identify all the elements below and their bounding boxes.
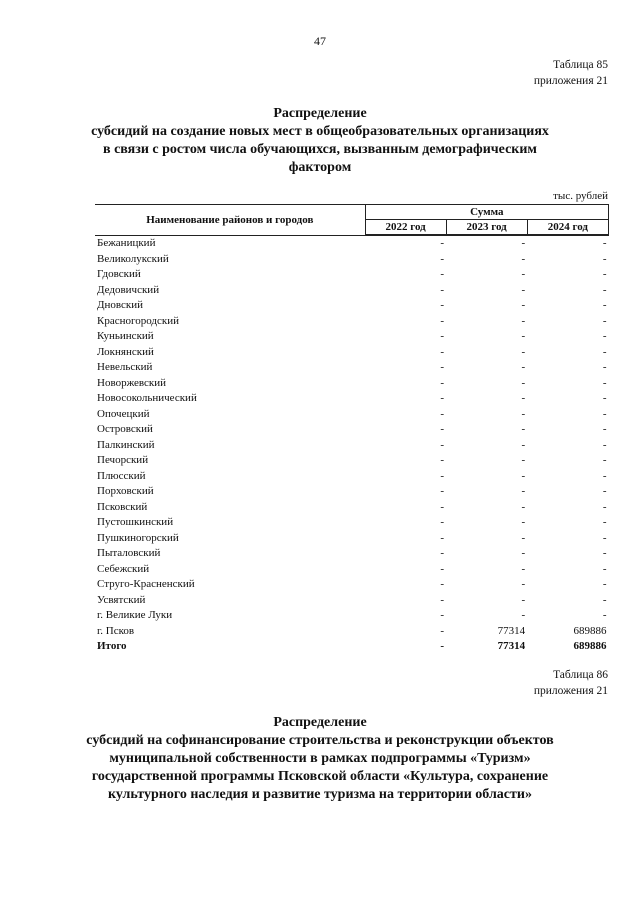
value-2022: - <box>440 237 445 250</box>
column-header-2022: 2022 год <box>365 220 446 236</box>
value-2023: - <box>521 562 526 575</box>
total-2022: - <box>440 640 445 653</box>
value-2024: - <box>602 547 607 560</box>
unit-label: тыс. рублей <box>553 190 608 202</box>
value-2024: - <box>602 330 607 343</box>
value-2022: - <box>440 547 445 560</box>
district-name: г. Псков <box>97 624 135 637</box>
appendix-reference: приложения 21 <box>533 75 608 87</box>
value-2023: - <box>521 252 526 265</box>
table-row <box>95 376 609 392</box>
value-2022: - <box>440 500 445 513</box>
district-name: Порховский <box>97 485 154 498</box>
value-2022: - <box>440 624 445 637</box>
table-row <box>95 314 609 330</box>
value-2024: - <box>602 299 607 312</box>
value-2024: - <box>602 361 607 374</box>
district-name: Новоржевский <box>97 376 167 389</box>
table-row <box>95 235 609 252</box>
table-row <box>95 469 609 485</box>
value-2024: - <box>602 500 607 513</box>
district-name: Островский <box>97 423 153 436</box>
district-name: Дновский <box>97 299 144 312</box>
district-name: Опочецкий <box>97 407 150 420</box>
value-2022: - <box>440 609 445 622</box>
value-2024: - <box>602 531 607 544</box>
value-2022: - <box>440 345 445 358</box>
value-2024: - <box>602 252 607 265</box>
value-2023: - <box>521 500 526 513</box>
value-2022: - <box>440 562 445 575</box>
district-name: Плюсский <box>97 469 146 482</box>
district-name: Невельский <box>97 361 153 374</box>
title-line: субсидий на софинансирование строительства и реконструкции объектов <box>86 733 554 748</box>
value-2022: - <box>440 314 445 327</box>
table-row <box>95 577 609 593</box>
value-2022: - <box>440 376 445 389</box>
value-2022: - <box>440 361 445 374</box>
table-row <box>95 422 609 438</box>
table-row <box>95 608 609 624</box>
district-name: Великолукский <box>97 252 169 265</box>
value-2023: - <box>521 454 526 467</box>
page-number: 47 <box>314 34 326 48</box>
district-name: Струго-Красненский <box>97 578 195 591</box>
value-2023: - <box>521 593 526 606</box>
total-2024: 689886 <box>573 640 607 653</box>
district-name: Палкинский <box>97 438 155 451</box>
subsidy-distribution-table <box>95 204 609 655</box>
value-2023: - <box>521 469 526 482</box>
value-2022: - <box>440 593 445 606</box>
value-2022: - <box>440 283 445 296</box>
district-name: Красногородский <box>97 314 180 327</box>
appendix-reference: приложения 21 <box>533 685 608 697</box>
table-row <box>95 407 609 423</box>
column-header-2023: 2023 год <box>446 220 527 236</box>
table-number: Таблица 86 <box>553 669 608 681</box>
value-2024: - <box>602 283 607 296</box>
district-name: Печорский <box>97 454 149 467</box>
value-2024: - <box>602 578 607 591</box>
table-row <box>95 484 609 500</box>
district-name: Усвятский <box>97 593 146 606</box>
value-2023: - <box>521 268 526 281</box>
value-2024: - <box>602 423 607 436</box>
value-2023: - <box>521 345 526 358</box>
value-2022: - <box>440 485 445 498</box>
title-line: в связи с ростом числа обучающихся, вызванным демографическим <box>103 142 537 157</box>
value-2023: - <box>521 314 526 327</box>
district-name: г. Великие Луки <box>97 609 173 622</box>
table-row <box>95 438 609 454</box>
column-header-2024: 2024 год <box>527 220 608 236</box>
table-row <box>95 515 609 531</box>
value-2024: - <box>602 345 607 358</box>
value-2023: - <box>521 609 526 622</box>
table-row <box>95 267 609 283</box>
district-name: Куньинский <box>97 330 154 343</box>
value-2022: - <box>440 407 445 420</box>
table-row <box>95 531 609 547</box>
title-line: культурного наследия и развитие туризма на территории области» <box>108 787 532 802</box>
district-name: Гдовский <box>97 268 141 281</box>
value-2024: - <box>602 438 607 451</box>
value-2023: - <box>521 516 526 529</box>
district-name: Пушкиногорский <box>97 531 179 544</box>
value-2023: - <box>521 438 526 451</box>
value-2023: - <box>521 485 526 498</box>
value-2022: - <box>440 454 445 467</box>
table-86-title <box>60 714 580 804</box>
district-name: Новосокольнический <box>97 392 197 405</box>
value-2022: - <box>440 330 445 343</box>
total-2023: 77314 <box>497 640 526 653</box>
value-2024: - <box>602 454 607 467</box>
table-row <box>95 298 609 314</box>
district-name: Себежский <box>97 562 150 575</box>
table-row <box>95 546 609 562</box>
value-2024: - <box>602 268 607 281</box>
value-2023: - <box>521 531 526 544</box>
table-row <box>95 562 609 578</box>
value-2023: - <box>521 330 526 343</box>
total-row <box>95 639 609 655</box>
value-2024: - <box>602 593 607 606</box>
table-row <box>95 345 609 361</box>
value-2022: - <box>440 531 445 544</box>
table-row <box>95 252 609 268</box>
value-2024: - <box>602 469 607 482</box>
value-2022: - <box>440 392 445 405</box>
value-2024: - <box>602 314 607 327</box>
value-2023: - <box>521 299 526 312</box>
value-2023: 77314 <box>497 624 526 637</box>
value-2022: - <box>440 252 445 265</box>
column-header-name: Наименование районов и городов <box>95 205 365 236</box>
value-2024: 689886 <box>573 624 607 637</box>
value-2023: - <box>521 578 526 591</box>
table-number: Таблица 85 <box>553 59 608 71</box>
district-name: Дедовичский <box>97 283 160 296</box>
table-row <box>95 391 609 407</box>
value-2023: - <box>521 237 526 250</box>
value-2024: - <box>602 392 607 405</box>
value-2022: - <box>440 268 445 281</box>
value-2022: - <box>440 516 445 529</box>
column-header-sum: Сумма <box>365 205 608 220</box>
value-2024: - <box>602 485 607 498</box>
value-2022: - <box>440 423 445 436</box>
value-2022: - <box>440 469 445 482</box>
value-2023: - <box>521 423 526 436</box>
district-name: Пустошкинский <box>97 516 174 529</box>
value-2022: - <box>440 299 445 312</box>
value-2024: - <box>602 237 607 250</box>
value-2023: - <box>521 283 526 296</box>
title-line: муниципальной собственности в рамках подпрограммы «Туризм» <box>109 751 531 766</box>
value-2023: - <box>521 547 526 560</box>
table-row <box>95 360 609 376</box>
value-2024: - <box>602 562 607 575</box>
value-2023: - <box>521 376 526 389</box>
table-86-reference <box>534 667 608 699</box>
table-row <box>95 453 609 469</box>
value-2024: - <box>602 407 607 420</box>
title-line: субсидий на создание новых мест в общеобразовательных организациях <box>91 124 549 139</box>
value-2022: - <box>440 578 445 591</box>
table-row <box>95 283 609 299</box>
value-2024: - <box>602 376 607 389</box>
table-body <box>95 235 609 655</box>
value-2022: - <box>440 438 445 451</box>
table-85-title <box>60 105 580 177</box>
table-row <box>95 500 609 516</box>
title-line: Распределение <box>273 715 367 730</box>
table-row <box>95 624 609 640</box>
value-2023: - <box>521 392 526 405</box>
title-line: Распределение <box>273 106 367 121</box>
value-2024: - <box>602 609 607 622</box>
district-name: Пыталовский <box>97 547 161 560</box>
table-85-reference <box>534 57 608 89</box>
title-line: фактором <box>288 160 352 175</box>
district-name: Псковский <box>97 500 148 513</box>
value-2024: - <box>602 516 607 529</box>
district-name: Локнянский <box>97 345 154 358</box>
title-line: государственной программы Псковской области «Культура, сохранение <box>91 769 549 784</box>
district-name: Бежаницкий <box>97 237 156 249</box>
value-2023: - <box>521 407 526 420</box>
table-row <box>95 329 609 345</box>
total-label: Итого <box>97 640 127 653</box>
value-2023: - <box>521 361 526 374</box>
table-row <box>95 593 609 609</box>
